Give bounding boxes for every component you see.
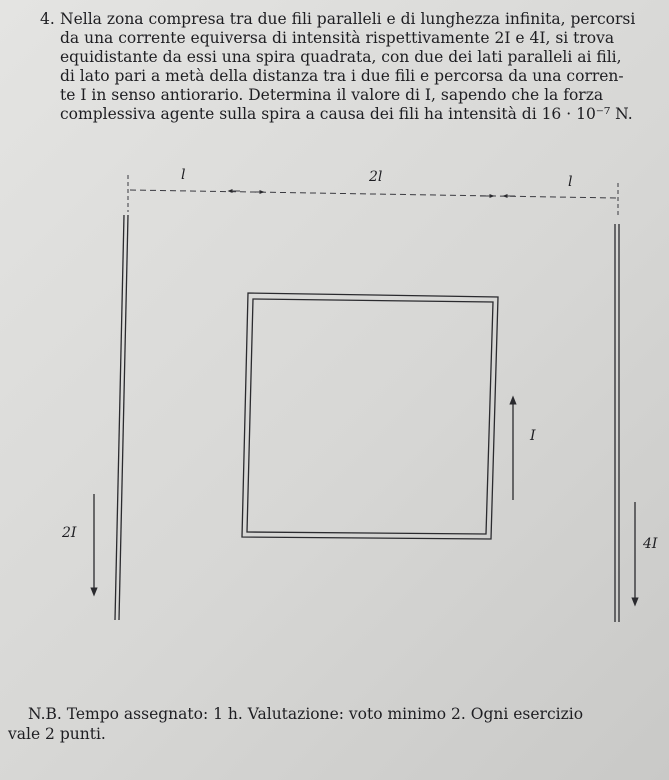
problem-line: di lato pari a metà della distanza tra i due fili e percorsa da una corren- (60, 67, 624, 85)
dim-label-left: l (181, 167, 186, 183)
loop-current-label: I (530, 428, 536, 444)
left-wire (115, 215, 128, 620)
right-wire (615, 224, 619, 622)
problem-line: complessiva agente sulla spira a causa dei fili ha intensità di 16 · 10⁻⁷ N. (60, 105, 633, 123)
problem-line: te I in senso antiorario. Determina il valore di I, sapendo che la forza (60, 86, 604, 104)
dim-label-center: 2l (369, 169, 383, 185)
left-current-label: 2I (62, 525, 77, 541)
problem-line: equidistante da essi una spira quadrata, con due dei lati paralleli ai fili, (60, 48, 622, 66)
right-current-label: 4I (643, 536, 658, 552)
problem-number: 4. (40, 10, 55, 28)
dim-label-right: l (568, 174, 573, 190)
square-loop (242, 293, 498, 539)
note-line-2: vale 2 punti. (8, 725, 106, 743)
problem-line: da una corrente equiversa di intensità rispettivamente 2I e 4I, si trova (60, 29, 615, 47)
note-line-1: N.B. Tempo assegnato: 1 h. Valutazione: voto minimo 2. Ogni esercizio (28, 705, 584, 723)
problem-line: Nella zona compresa tra due fili paralleli e di lunghezza infinita, percorsi (60, 10, 636, 28)
